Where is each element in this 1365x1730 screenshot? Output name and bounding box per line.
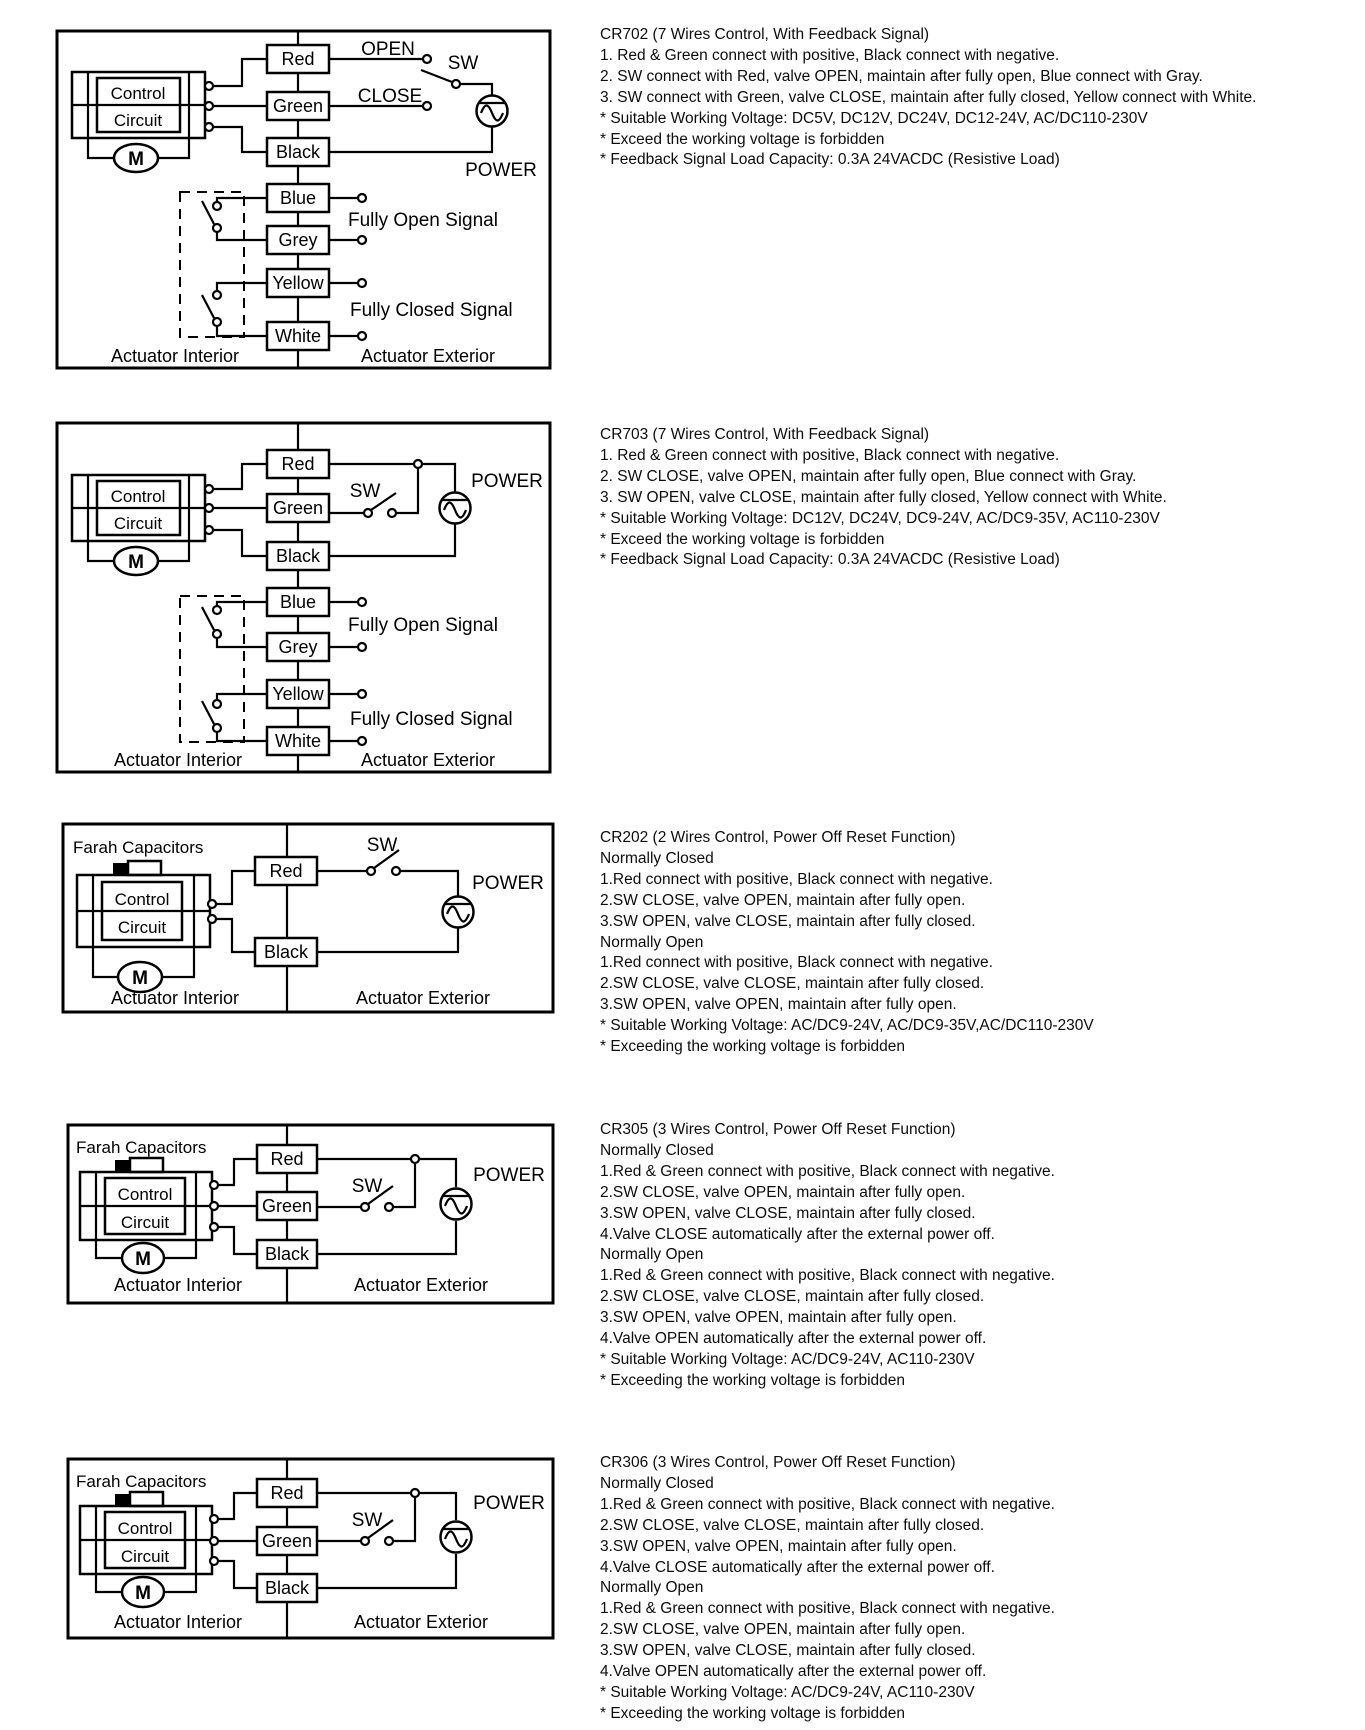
wire-label-grey: Grey [278,637,318,657]
sw-label: SW [366,835,398,856]
power-label: POWER [473,1493,545,1514]
wire-label-blue: Blue [279,592,317,612]
note-line: 2. SW connect with Red, valve OPEN, maintain after fully open, Blue connect with Gray. [600,67,1203,85]
note-line: * Suitable Working Voltage: DC5V, DC12V, DC24V, DC12-24V, AC/DC110-230V [600,109,1148,127]
note-line: Normally Open [600,1579,704,1597]
note-line: * Suitable Working Voltage: DC12V, DC24V, DC9-24V, AC/DC9-35V, AC110-230V [600,509,1160,527]
actuator-exterior-label: Actuator Exterior [355,988,491,1008]
note-line: Normally Open [600,933,704,951]
feedback-switches [180,192,267,337]
note-line: * Exceed the working voltage is forbidden [600,130,885,148]
terminal-dot [210,1181,218,1189]
note-line: 4.Valve CLOSE automatically after the external power off. [600,1225,995,1243]
note-line: 3. SW OPEN, valve CLOSE, maintain after fully closed, Yellow connect with White. [600,488,1167,506]
note-line: 1.Red & Green connect with positive, Black connect with negative. [600,1162,1055,1180]
notes-title: CR702 (7 Wires Control, With Feedback Signal) [600,26,930,43]
fully-open-signal-label: Fully Open Signal [348,210,498,231]
note-line: 3.SW OPEN, valve CLOSE, maintain after fully closed. [600,1642,976,1660]
svg-text:M: M [128,149,144,170]
note-line: 3.SW OPEN, valve CLOSE, maintain after fully closed. [600,912,976,930]
terminal-dot [205,504,213,512]
open-label: OPEN [361,39,415,60]
notes-title: CR305 (3 Wires Control, Power Off Reset Function) [600,1121,956,1138]
open-terminal-dot [423,55,431,63]
terminal-dot [208,900,216,908]
control-label: Control [117,1185,173,1204]
notes-cr703 [600,425,1340,571]
svg-text:M: M [128,552,144,573]
note-line: 1.Red connect with positive, Black connect with negative. [600,870,993,888]
control-circuit-unit [72,475,213,541]
sw-label: SW [447,53,479,74]
junction-dot [411,1489,419,1497]
farah-capacitors-label: Farah Capacitors [76,1138,207,1157]
power-label: POWER [471,471,543,492]
note-line: * Exceed the working voltage is forbidden [600,530,885,548]
wire-label-green: Green [261,1196,313,1216]
control-circuit-unit [72,72,213,138]
terminal-dot [210,1223,218,1231]
wire-label-black: Black [275,546,321,566]
wiring-lines [216,871,458,952]
fully-closed-switch-icon [202,283,267,336]
actuator-exterior-label: Actuator Exterior [353,1612,489,1632]
wire-label-red: Red [270,1483,304,1503]
motor-icon [96,1574,196,1607]
motor-icon [96,1240,196,1273]
power-label: POWER [473,1165,545,1186]
wiring-lines [218,1159,456,1254]
note-line: 3.SW OPEN, valve OPEN, maintain after fully open. [600,1537,957,1555]
note-line: * Suitable Working Voltage: AC/DC9-24V, AC/DC9-35V,AC/DC110-230V [600,1017,1094,1035]
note-line: 4.Valve OPEN automatically after the external power off. [600,1663,987,1681]
power-label: POWER [472,873,544,894]
circuit-label: Circuit [117,918,167,937]
terminal-dot [205,123,213,131]
ac-power-source-icon [477,96,508,127]
feedback-switches [180,596,267,742]
fully-open-switch-icon [202,602,267,647]
junction-dot [414,460,422,468]
note-line: Normally Closed [600,1474,714,1492]
diagram-cr702 [57,31,550,368]
wire-label-red: Red [281,454,315,474]
terminal-dot [205,485,213,493]
ac-power-source-icon [441,1189,472,1220]
note-line: 3.SW OPEN, valve OPEN, maintain after fully open. [600,1309,957,1327]
note-line: 2.SW CLOSE, valve CLOSE, maintain after fully closed. [600,975,985,993]
note-line: 3.SW OPEN, valve OPEN, maintain after fully open. [600,996,957,1014]
terminal-dot [210,1557,218,1565]
notes-title: CR306 (3 Wires Control, Power Off Reset Function) [600,1454,956,1471]
control-circuit-unit [80,1506,218,1574]
farah-capacitor-icon [115,1492,163,1506]
close-terminal-dot [423,102,431,110]
terminal-dot [205,526,213,534]
ac-power-source-icon [440,493,471,524]
wire-label-black: Black [263,942,309,962]
wire-label-red: Red [281,49,315,69]
fully-open-signal-label: Fully Open Signal [348,615,498,636]
actuator-exterior-label: Actuator Exterior [360,346,496,366]
notes-cr306 [600,1453,1340,1725]
notes-cr305 [600,1120,1340,1392]
terminal-dot [205,102,213,110]
wire-label-grey: Grey [278,230,318,250]
actuator-interior-label: Actuator Interior [113,1275,243,1295]
actuator-interior-label: Actuator Interior [110,988,240,1008]
notes-title: CR703 (7 Wires Control, With Feedback Signal) [600,426,930,443]
svg-text:M: M [132,968,148,989]
circuit-label: Circuit [120,1547,170,1566]
actuator-exterior-label: Actuator Exterior [353,1275,489,1295]
wire-label-white: White [274,731,322,751]
diagram-cr703 [57,423,550,772]
control-label: Control [110,487,166,506]
wire-label-green: Green [272,498,324,518]
motor-icon [88,138,189,172]
note-line: 2.SW CLOSE, valve OPEN, maintain after fully open. [600,1621,966,1639]
notes-title: CR202 (2 Wires Control, Power Off Reset Function) [600,829,956,846]
terminal-dot [208,915,216,923]
note-line: 3. SW connect with Green, valve CLOSE, maintain after fully closed, Yellow connect with White. [600,88,1257,106]
note-line: 1. Red & Green connect with positive, Black connect with negative. [600,46,1060,64]
wire-terminal-boxes [257,1479,317,1602]
note-line: * Feedback Signal Load Capacity: 0.3A 24VACDC (Resistive Load) [600,551,1060,569]
wire-label-yellow: Yellow [272,273,324,293]
sw-label: SW [351,1176,383,1197]
terminal-dot [210,1202,218,1210]
note-line: 2.SW CLOSE, valve OPEN, maintain after fully open. [600,1183,966,1201]
wire-label-green: Green [261,1531,313,1551]
note-line: * Exceeding the working voltage is forbidden [600,1371,906,1389]
actuator-interior-label: Actuator Interior [113,750,243,770]
circuit-label: Circuit [113,514,163,533]
note-line: * Feedback Signal Load Capacity: 0.3A 24VACDC (Resistive Load) [600,151,1060,169]
note-line: 4.Valve OPEN automatically after the external power off. [600,1330,987,1348]
control-label: Control [110,84,166,103]
note-line: Normally Closed [600,1141,714,1159]
wire-label-green: Green [272,96,324,116]
wiring-lines [218,1493,456,1588]
diagram-cr306 [68,1459,553,1638]
control-circuit-unit [77,875,216,947]
farah-capacitors-label: Farah Capacitors [76,1472,207,1491]
control-circuit-unit [80,1172,218,1240]
wire-label-white: White [274,326,322,346]
circuit-label: Circuit [120,1213,170,1232]
note-line: * Suitable Working Voltage: AC/DC9-24V, AC110-230V [600,1683,975,1701]
farah-capacitor-icon [113,861,161,875]
wire-label-blue: Blue [279,188,317,208]
actuator-interior-label: Actuator Interior [113,1612,243,1632]
note-line: * Exceeding the working voltage is forbidden [600,1038,906,1056]
note-line: 1.Red & Green connect with positive, Black connect with negative. [600,1495,1055,1513]
power-label: POWER [465,160,537,181]
control-label: Control [117,1519,173,1538]
ac-power-source-icon [443,897,474,928]
note-line: 1.Red connect with positive, Black connect with negative. [600,954,993,972]
svg-text:M: M [135,1249,151,1270]
circuit-label: Circuit [113,111,163,130]
ac-power-source-icon [441,1522,472,1553]
motor-icon [88,541,189,575]
farah-capacitors-label: Farah Capacitors [73,838,204,857]
control-label: Control [114,890,170,909]
note-line: * Suitable Working Voltage: AC/DC9-24V, AC110-230V [600,1350,975,1368]
wire-label-black: Black [264,1578,310,1598]
terminal-dot [210,1515,218,1523]
wire-label-yellow: Yellow [272,684,324,704]
close-label: CLOSE [357,86,423,107]
note-line: 4.Valve CLOSE automatically after the external power off. [600,1558,995,1576]
fully-open-switch-icon [202,198,267,240]
note-line: Normally Closed [600,849,714,867]
farah-capacitor-icon [115,1158,163,1172]
note-line: 1.Red & Green connect with positive, Black connect with negative. [600,1267,1055,1285]
actuator-exterior-label: Actuator Exterior [360,750,496,770]
note-line: 2. SW CLOSE, valve OPEN, maintain after fully open, Blue connect with Gray. [600,467,1137,485]
wire-label-red: Red [269,861,303,881]
junction-dot [411,1155,419,1163]
terminal-dot [205,82,213,90]
notes-cr702 [600,25,1340,171]
motor-icon [93,947,194,992]
note-line: 2.SW CLOSE, valve OPEN, maintain after fully open. [600,891,966,909]
note-line: 2.SW CLOSE, valve CLOSE, maintain after fully closed. [600,1516,985,1534]
note-line: 3.SW OPEN, valve CLOSE, maintain after fully closed. [600,1204,976,1222]
diagram-cr305 [68,1125,553,1303]
actuator-interior-label: Actuator Interior [110,346,240,366]
notes-cr202 [600,828,1340,1058]
sw-label: SW [351,1510,383,1531]
wire-terminal-boxes [267,450,329,755]
fully-closed-switch-icon [202,694,267,741]
diagram-cr202 [63,824,553,1012]
wire-terminal-boxes [257,1145,317,1268]
sw-label: SW [349,481,381,502]
note-line: 2.SW CLOSE, valve CLOSE, maintain after fully closed. [600,1288,985,1306]
note-line: Normally Open [600,1246,704,1264]
fully-closed-signal-label: Fully Closed Signal [350,709,513,730]
wire-label-black: Black [264,1244,310,1264]
wire-label-black: Black [275,142,321,162]
fully-closed-signal-label: Fully Closed Signal [350,300,513,321]
svg-text:M: M [135,1583,151,1604]
note-line: * Exceeding the working voltage is forbidden [600,1704,906,1722]
note-line: 1. Red & Green connect with positive, Black connect with negative. [600,446,1060,464]
terminal-dot [210,1537,218,1545]
note-line: 1.Red & Green connect with positive, Black connect with negative. [600,1600,1055,1618]
wire-label-red: Red [270,1149,304,1169]
